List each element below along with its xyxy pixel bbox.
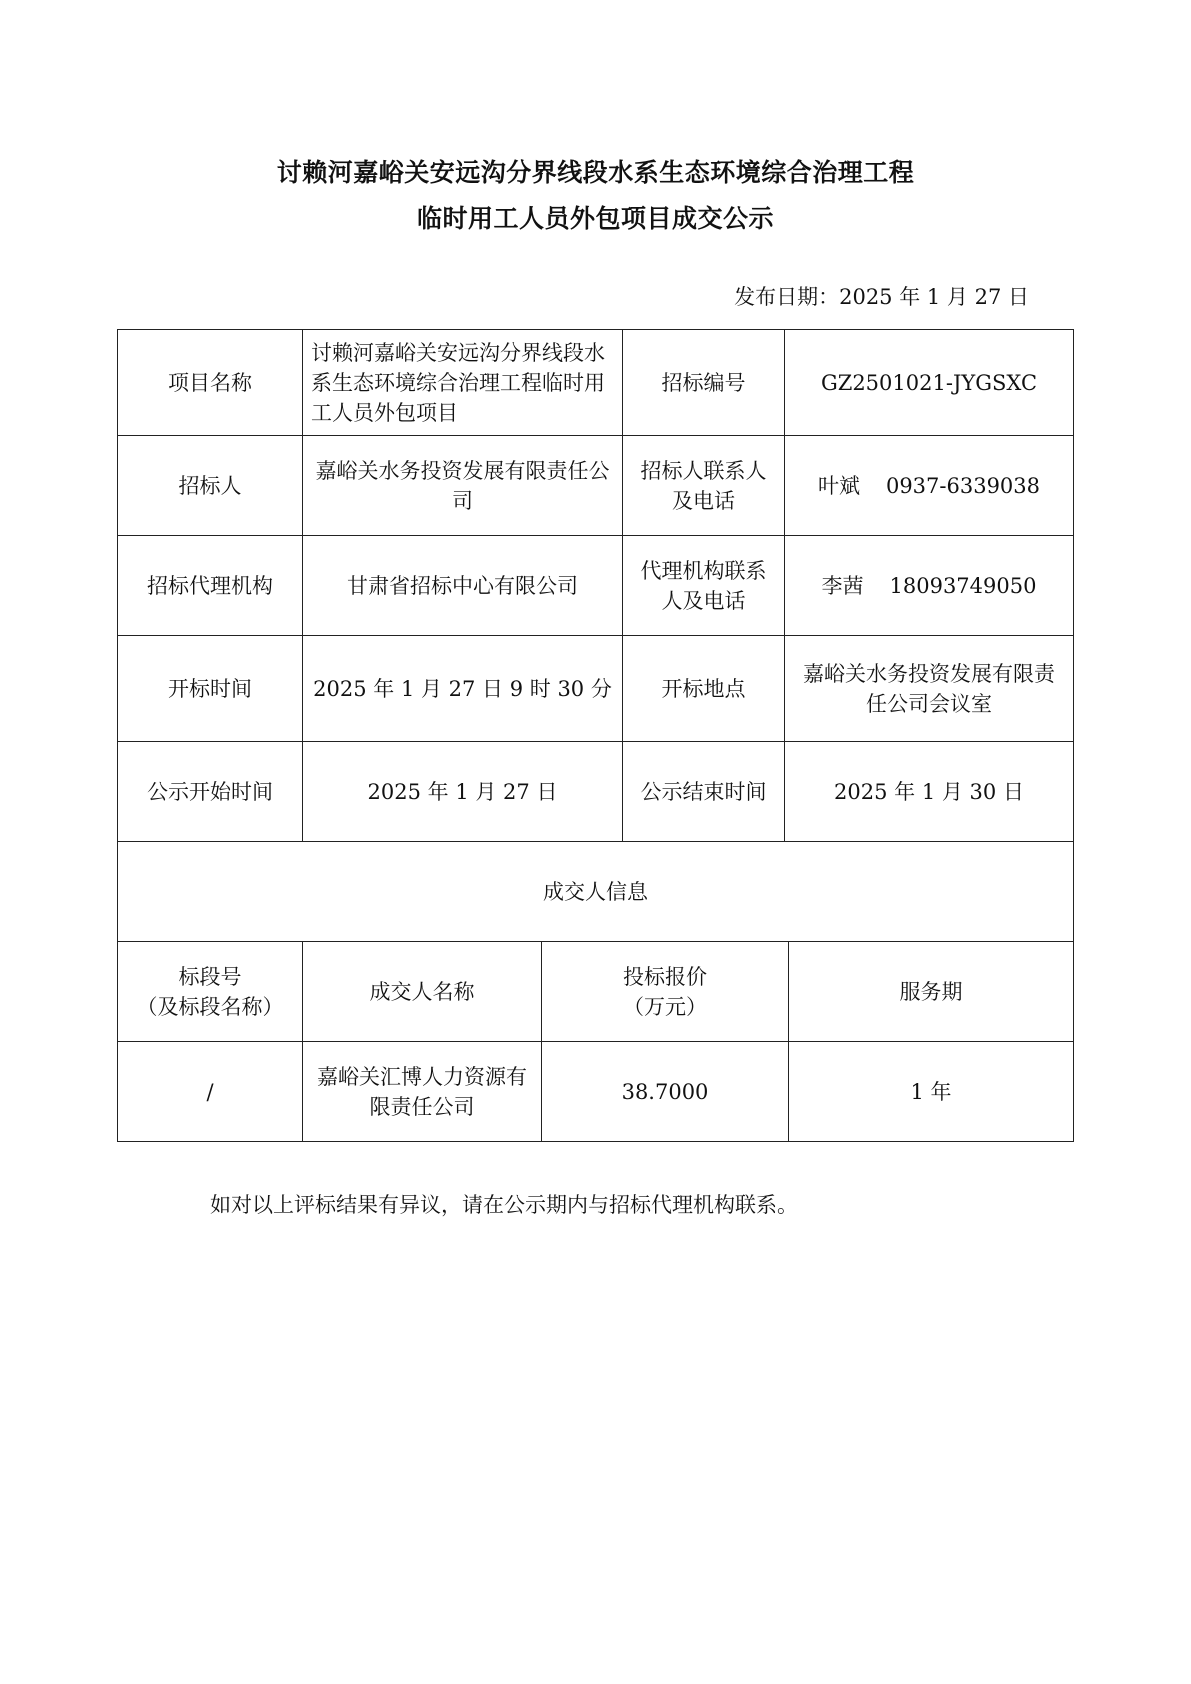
label-notice-start: 公示开始时间: [118, 742, 303, 842]
notice-table: [117, 329, 1074, 942]
table-row-winner-header: [118, 842, 1074, 942]
value-tenderer: 嘉峪关水务投资发展有限责任公司: [303, 436, 623, 536]
value-notice-end: 2025 年 1 月 30 日: [785, 742, 1074, 842]
col-header-service-period: 服务期: [789, 942, 1074, 1042]
label-agency: 招标代理机构: [118, 536, 303, 636]
tenderer-contact-name: 叶斌: [817, 473, 860, 498]
objection-note: 如对以上评标结果有异议，请在公示期内与招标代理机构联系。: [210, 1193, 798, 1217]
publish-date: 发布日期：2025 年 1 月 27 日: [734, 285, 1029, 309]
value-opening-place: 嘉峪关水务投资发展有限责任公司会议室: [785, 636, 1074, 742]
tenderer-contact-phone: 0937-6339038: [885, 473, 1041, 498]
label-agency-contact: 代理机构联系人及电话: [623, 536, 785, 636]
label-opening-time: 开标时间: [118, 636, 303, 742]
agency-contact-phone: 18093749050: [889, 573, 1037, 598]
table-row-project: [118, 330, 1074, 436]
col-header-price: [542, 942, 789, 1042]
winner-header-row: [118, 942, 1074, 1042]
label-notice-end: 公示结束时间: [623, 742, 785, 842]
col-header-winner-name: 成交人名称: [303, 942, 542, 1042]
cell-price: 38.7000: [542, 1042, 789, 1142]
col-header-price-line1: 投标报价: [623, 964, 707, 989]
label-project-name: 项目名称: [118, 330, 303, 436]
col-header-lot-line2: （及标段名称）: [136, 994, 284, 1019]
cell-service-period: 1 年: [789, 1042, 1074, 1142]
col-header-price-line2: （万元）: [623, 994, 707, 1019]
table-row-tenderer: [118, 436, 1074, 536]
value-bid-no: GZ2501021-JYGSXC: [785, 330, 1074, 436]
label-tenderer: 招标人: [118, 436, 303, 536]
table-row-agency: [118, 536, 1074, 636]
table-row-opening: [118, 636, 1074, 742]
cell-lot: /: [118, 1042, 303, 1142]
value-opening-time: 2025 年 1 月 27 日 9 时 30 分: [303, 636, 623, 742]
value-agency: 甘肃省招标中心有限公司: [303, 536, 623, 636]
document-title-line-2: 临时用工人员外包项目成交公示: [416, 204, 774, 233]
value-tenderer-contact: [785, 436, 1074, 536]
label-opening-place: 开标地点: [623, 636, 785, 742]
winner-table: [117, 941, 1074, 1142]
value-notice-start: 2025 年 1 月 27 日: [303, 742, 623, 842]
table-row-notice-period: [118, 742, 1074, 842]
table-row: [118, 1042, 1074, 1142]
value-project-name: 讨赖河嘉峪关安远沟分界线段水系生态环境综合治理工程临时用工人员外包项目: [303, 330, 623, 436]
value-agency-contact: [785, 536, 1074, 636]
agency-contact-name: 李茜: [821, 573, 864, 598]
document-title-line-1: 讨赖河嘉峪关安远沟分界线段水系生态环境综合治理工程: [276, 158, 915, 187]
label-bid-no: 招标编号: [623, 330, 785, 436]
col-header-lot: [118, 942, 303, 1042]
col-header-lot-line1: 标段号: [178, 964, 242, 989]
label-tenderer-contact: 招标人联系人及电话: [623, 436, 785, 536]
section-title-winner-info: 成交人信息: [118, 842, 1074, 942]
cell-winner-name: 嘉峪关汇博人力资源有限责任公司: [303, 1042, 542, 1142]
